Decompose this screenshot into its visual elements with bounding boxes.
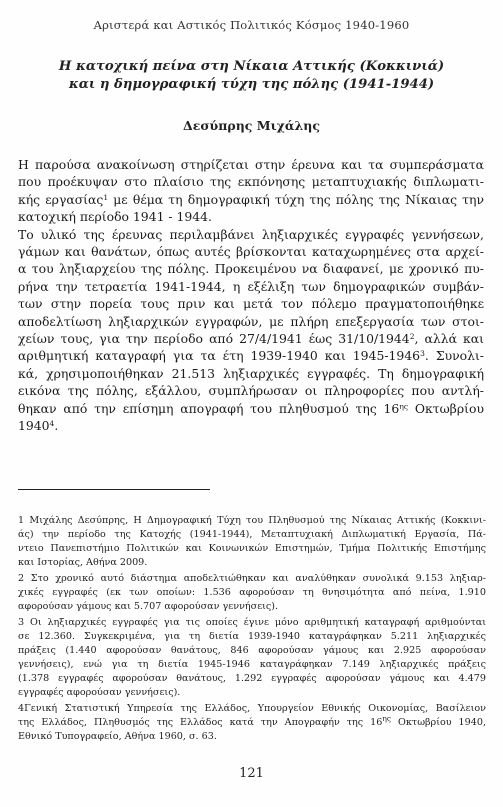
body-line: ρήνα την τετραετία 1941-1944, η εξέλιξη των δημογραφικών συμβάν- [18, 278, 484, 294]
body-line: θηκαν από την επίσημη απογραφή του πληθυσμού της $16^{\eta\varsigma}$ Οκτωβρίου [18, 400, 484, 416]
body-line: χείων τους, για την περίοδο από 27/4/1941 έως 31/10/1944$^2$, αλλά και [18, 331, 484, 347]
body-line: κά, χρησιμοποιήθηκαν 21.513 ληξιαρχικές εγγραφές. Τη δημογραφική [18, 365, 484, 381]
title-line-1: Η κατοχική πείνα στη Νίκαια Αττικής (Κοκκινιά) [58, 59, 445, 74]
footnote-line: άς) την περίοδο της Κατοχής (1941-1944), Μεταπτυχιακή Διπλωματική Εργασία, Πά- [18, 529, 486, 540]
body-line: εικόνα της πόλης, εξάλλου, συμπλήρωσαν οι πληροφορίες που αντλή- [18, 383, 484, 399]
footnote-line: 2 Στο χρονικό αυτό διάστημα αποδελτιώθηκαν και αναλύθηκαν συνολικά 9.153 ληξιαρ- [18, 573, 486, 584]
footnote-line: πράξεις (1.440 αφορούσαν θανάτους, 846 αφορούσαν γάμους και 2.925 αφορούσαν [18, 645, 486, 656]
body-line: Η παρούσα ανακοίνωση στηρίζεται στην έρευνα και τα συμπεράσματα [18, 157, 484, 172]
footnote-line: της Ελλάδος, Πληθυσμός της Ελλάδος κατά την Απογραφήν της $16^{\eta\varsigma}$ Οκτωβρίου 1940, [18, 713, 486, 728]
footnote-line: εγγραφές αφορούσαν γεννήσεις). [18, 687, 181, 698]
footnote-3 [18, 616, 486, 700]
body-line: που προέκυψαν στο πλαίσιο της εκπόνησης μεταπτυχιακής διπλωματι- [18, 174, 484, 190]
footnote-line: (1.378 εγγραφές αφορούσαν θανάτους, 1.292 εγγραφές αφορούσαν γάμους και 4.479 [18, 673, 486, 684]
ordinal-suffix: ης [382, 713, 392, 723]
footnote-line: αφορούσαν γάμους και 5.707 αφορούσαν γεννήσεις). [18, 601, 279, 612]
footnote-ref-4: 4 [49, 418, 55, 428]
body-line: αριθμητική καταγραφή για τα έτη 1939-1940 και 1945-1946$^3$. Συνολι- [18, 348, 484, 364]
body-line: κατοχική περίοδο 1941 - 1944. [18, 209, 212, 225]
body-line: αποδελτίωση ληξιαρχικών εγγραφών, με πλήρη επεξεργασία των στοι- [18, 313, 484, 329]
paragraph-2 [18, 226, 484, 435]
body-line: α του ληξιαρχείου της πόλης. Προκειμένου να διαφανεί, με χρονικό πυ- [18, 261, 484, 277]
body-line: 1940$^4$. [18, 418, 59, 434]
article-body [18, 156, 484, 435]
body-line: των στην πορεία τους πριν και μετά τον πόλεμο πραγματοποιήθηκε [18, 296, 484, 312]
footnote-line: Εθνικό Τυπογραφείο, Αθήνα 1960, σ. 63. [18, 731, 217, 742]
footnote-4 [18, 702, 486, 744]
footnote-line: ντειο Πανεπιστήμιο Πολιτικών και Κοινωνικών Επιστημών, Τμήμα Πολιτικής Επιστήμης [18, 543, 486, 554]
title-line-2: και η δημογραφική τύχη της πόλης (1941-1944) [68, 77, 435, 92]
footnote-ref-3: 3 [420, 349, 425, 359]
page-number: 121 [239, 766, 264, 781]
footnote-ref-1: 1 [103, 192, 109, 202]
footnote-1 [18, 514, 486, 570]
footnote-2 [18, 572, 486, 614]
footnote-line: σε 12.360. Συγκεκριμένα, για τη διετία 1939-1940 καταγράφηκαν 5.211 ληξιαρχικές [18, 631, 486, 642]
footnote-line: γεννήσεις), ενώ για τη διετία 1945-1946 καταγράφηκαν 7.149 ληξιαρχικές πράξεις [18, 659, 486, 670]
footnote-line: χικές εγγραφές (εκ των οποίων: 1.536 αφορούσαν τη θνησιμότητα από πείνα, 1.910 [18, 587, 486, 598]
footnote-line: και Ιστορίας, Αθήνα 2009. [18, 557, 148, 568]
footnote-line: 1 Μιχάλης Δεσύπρης, Η Δημογραφική Τύχη του Πληθυσμού της Νίκαιας Αττικής (Κοκκινι- [18, 515, 486, 526]
body-line: γάμων και θανάτων, όπως αυτές βρίσκονται καταχωρημένες στα αρχεί- [18, 244, 484, 260]
ordinal-suffix: ης [399, 401, 409, 411]
footnote-divider [18, 489, 210, 490]
body-line: κής εργασίας$^1$ με θέμα τη δημογραφική τύχη της πόλης της Νίκαιας την [18, 191, 484, 207]
footnotes [18, 514, 486, 746]
footnote-ref-2: 2 [409, 331, 415, 341]
running-head: Αριστερά και Αστικός Πολιτικός Κόσμος 1940-1960 [93, 18, 410, 32]
article-title [40, 58, 463, 94]
footnote-line: 3 Οι ληξιαρχικές εγγραφές για τις οποίες έγινε μόνο αριθμητική καταγραφή αριθμούνται [18, 617, 486, 628]
paragraph-1 [18, 156, 484, 226]
author-name: Δεσύπρης Μιχάλης [183, 118, 320, 133]
footnote-line: 4Γενική Στατιστική Υπηρεσία της Ελλάδος, Υπουργείον Εθνικής Οικονομίας, Βασίλειον [18, 703, 486, 714]
body-line: Το υλικό της έρευνας περιλαμβάνει ληξιαρχικές εγγραφές γεννήσεων, [18, 226, 484, 242]
